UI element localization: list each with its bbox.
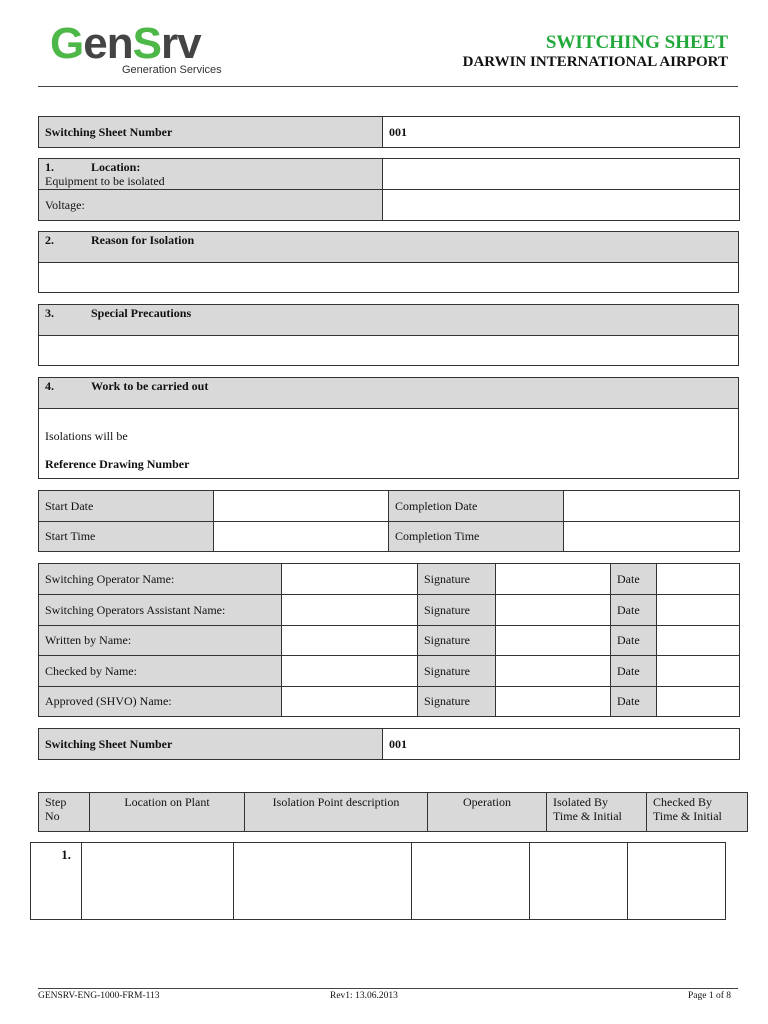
section1-title: Location: xyxy=(91,160,141,174)
checked-by-field[interactable] xyxy=(282,656,418,687)
dates-table xyxy=(38,490,740,552)
step-header-line1: Step xyxy=(45,795,67,809)
assistant-date-field[interactable] xyxy=(657,595,740,626)
written-date-label: Date xyxy=(611,626,657,656)
assistant-name-field[interactable] xyxy=(282,595,418,626)
document-subtitle: DARWIN INTERNATIONAL AIRPORT xyxy=(462,54,728,70)
equipment-label: Equipment to be isolated xyxy=(45,174,165,188)
isolations-text: Isolations will be xyxy=(45,429,128,443)
approved-by-label: Approved (SHVO) Name: xyxy=(39,687,282,717)
sheet-number-label: Switching Sheet Number xyxy=(39,117,383,148)
isolation-point-header: Isolation Point description xyxy=(245,793,428,832)
checked-date-label: Date xyxy=(611,656,657,687)
start-date-label: Start Date xyxy=(39,491,214,522)
section1-number: 1. xyxy=(45,160,54,174)
step-isolation-field[interactable] xyxy=(234,843,412,920)
approved-date-label: Date xyxy=(611,687,657,717)
completion-time-label: Completion Time xyxy=(389,522,564,552)
header-divider xyxy=(38,86,738,87)
logo-letter-s: S xyxy=(132,19,161,68)
written-by-field[interactable] xyxy=(282,626,418,656)
precautions-header xyxy=(39,305,739,336)
company-logo xyxy=(50,19,201,68)
sheet-number-table-2 xyxy=(38,728,740,760)
operator-signature-label: Signature xyxy=(418,564,496,595)
written-date-field[interactable] xyxy=(657,626,740,656)
checked-signature-field[interactable] xyxy=(496,656,611,687)
work-field[interactable] xyxy=(39,409,739,479)
sheet-number-label-2: Switching Sheet Number xyxy=(39,729,383,760)
assistant-name-label: Switching Operators Assistant Name: xyxy=(39,595,282,626)
step-no-header xyxy=(39,793,90,832)
isolated-header-line2: Time & Initial xyxy=(553,809,622,823)
approved-date-field[interactable] xyxy=(657,687,740,717)
location-table xyxy=(38,158,740,221)
checked-header-line1: Checked By xyxy=(653,795,712,809)
assistant-signature-field[interactable] xyxy=(496,595,611,626)
approved-by-field[interactable] xyxy=(282,687,418,717)
section2-title: Reason for Isolation xyxy=(91,233,195,247)
start-time-label: Start Time xyxy=(39,522,214,552)
checked-by-header xyxy=(647,793,748,832)
location-header: Location on Plant xyxy=(90,793,245,832)
footer-divider xyxy=(38,988,738,989)
checked-header-line2: Time & Initial xyxy=(653,809,722,823)
operator-signature-field[interactable] xyxy=(496,564,611,595)
logo-letters-rv: rv xyxy=(160,19,201,68)
logo-letters-en: en xyxy=(83,19,133,68)
operation-header: Operation xyxy=(428,793,547,832)
sheet-number-value[interactable]: 001 xyxy=(383,117,740,148)
document-title: SWITCHING SHEET xyxy=(545,32,728,53)
equipment-field[interactable] xyxy=(383,159,740,190)
start-date-field[interactable] xyxy=(214,491,389,522)
completion-date-label: Completion Date xyxy=(389,491,564,522)
isolated-header-line1: Isolated By xyxy=(553,795,608,809)
voltage-field[interactable] xyxy=(383,190,740,221)
step-number: 1. xyxy=(31,843,82,920)
section3-number: 3. xyxy=(45,306,54,320)
checked-signature-label: Signature xyxy=(418,656,496,687)
operator-name-field[interactable] xyxy=(282,564,418,595)
section3-title: Special Precautions xyxy=(91,306,192,320)
steps-header-table xyxy=(38,792,748,832)
table-row xyxy=(31,843,726,920)
sheet-number-table xyxy=(38,116,740,148)
reason-header xyxy=(39,232,739,263)
footer-page-number: Page 1 of 8 xyxy=(687,991,731,1001)
step-checked-by-field[interactable] xyxy=(628,843,726,920)
completion-time-field[interactable] xyxy=(564,522,740,552)
operator-date-label: Date xyxy=(611,564,657,595)
step-operation-field[interactable] xyxy=(412,843,530,920)
section4-number: 4. xyxy=(45,379,54,393)
written-signature-label: Signature xyxy=(418,626,496,656)
checked-by-label: Checked by Name: xyxy=(39,656,282,687)
footer-doc-code: GENSRV-ENG-1000-FRM-113 xyxy=(38,991,160,1001)
footer-revision: Rev1: 13.06.2013 xyxy=(330,991,398,1001)
reason-table xyxy=(38,231,739,293)
operator-name-label: Switching Operator Name: xyxy=(39,564,282,595)
work-header xyxy=(39,378,739,409)
logo-letter-g: G xyxy=(50,19,84,68)
logo-subtitle: Generation Services xyxy=(122,64,222,76)
step-header-line2: No xyxy=(45,809,60,823)
assistant-date-label: Date xyxy=(611,595,657,626)
work-table xyxy=(38,377,739,479)
written-by-label: Written by Name: xyxy=(39,626,282,656)
isolated-by-header xyxy=(547,793,647,832)
steps-table xyxy=(30,842,726,920)
section4-title: Work to be carried out xyxy=(91,379,209,393)
step-location-field[interactable] xyxy=(82,843,234,920)
location-label-cell xyxy=(39,159,383,190)
reason-field[interactable] xyxy=(39,263,739,293)
voltage-label: Voltage: xyxy=(39,190,383,221)
step-isolated-by-field[interactable] xyxy=(530,843,628,920)
checked-date-field[interactable] xyxy=(657,656,740,687)
precautions-field[interactable] xyxy=(39,336,739,366)
drawing-number-label: Reference Drawing Number xyxy=(45,457,190,471)
written-signature-field[interactable] xyxy=(496,626,611,656)
approved-signature-label: Signature xyxy=(418,687,496,717)
completion-date-field[interactable] xyxy=(564,491,740,522)
sheet-number-value-2[interactable]: 001 xyxy=(383,729,740,760)
signoff-table xyxy=(38,563,740,717)
section2-number: 2. xyxy=(45,233,54,247)
operator-date-field[interactable] xyxy=(657,564,740,595)
assistant-signature-label: Signature xyxy=(418,595,496,626)
approved-signature-field[interactable] xyxy=(496,687,611,717)
precautions-table xyxy=(38,304,739,366)
start-time-field[interactable] xyxy=(214,522,389,552)
